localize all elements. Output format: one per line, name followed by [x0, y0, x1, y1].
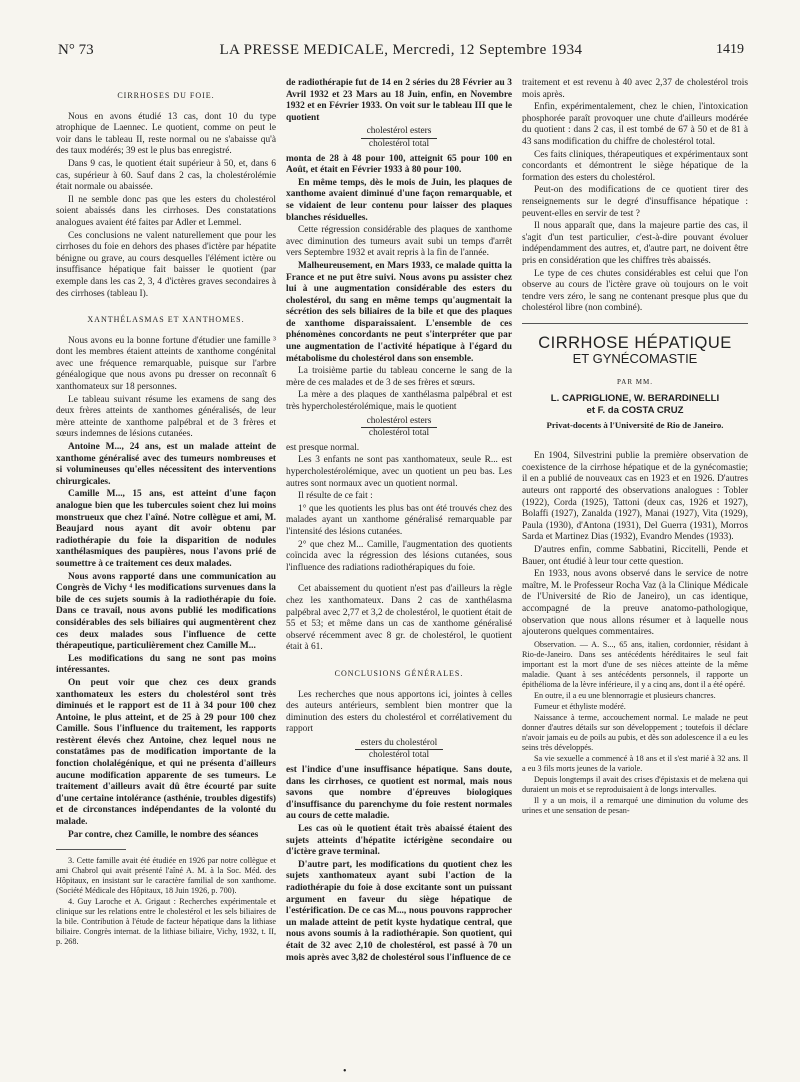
paragraph: est presque normal.	[286, 442, 360, 453]
paragraph: Cet abaissement du quotient n'est pas d'ailleurs la règle chez les xanthomateux. Dans 2 cas de xanthélasma palpébral avec 2,77 et 3,2 de cholestérol, le quotient était de 55 et 53; et même dans un cas de xanthome généralisé observé récemment avec 8 gr. de cholestérol, le quotient était à 61.	[286, 584, 512, 653]
observation-paragraph: Depuis longtemps il avait des crises d'épistaxis et de melæna qui duraient un mois et se reproduisaient à de longs intervalles.	[522, 774, 748, 794]
observation-paragraph: Fumeur et éthyliste modéré.	[534, 701, 626, 711]
fraction-denominator: cholestérol total	[368, 428, 430, 439]
byline-prefix: PAR MM.	[617, 378, 653, 387]
paragraph: Les modifications du sang ne sont pas moins intéressantes.	[56, 653, 276, 676]
ratio-fraction	[286, 738, 512, 762]
column-left	[56, 78, 276, 948]
paragraph: Le tableau suivant résume les examens de sang des deux frères atteints de xanthomes généralisés, de leur mère atteinte de xanthome palpébral et de 3 frères et sœurs indemnes de lésions cutanées.	[56, 394, 276, 440]
page-bottom-mark: •	[343, 1066, 347, 1077]
fraction-denominator: cholestérol total	[368, 138, 430, 149]
article-separator	[522, 323, 748, 324]
paragraph: 1° que les quotients les plus bas ont été trouvés chez des malades ayant un xanthome généralisé remarquable par l'intensité des lésions cutanées.	[286, 503, 512, 537]
journal-title: LA PRESSE MEDICALE, Mercredi, 12 Septembre 1934	[219, 42, 583, 58]
article-title: CIRRHOSE HÉPATIQUE	[538, 333, 732, 352]
paragraph: Dans 9 cas, le quotient était supérieur à 50, et, dans 6 cas, supérieur à 60. Sauf dans 2 cas, la cholestérolémie était normale ou abaissée.	[56, 158, 276, 193]
paragraph: Nous avons eu la bonne fortune d'étudier une famille ³ dont les membres étaient atteints de xanthome congénital avec une fréquence remarquable, puisque sur l'arbre généalogique que nous avons pu dresser on reconnaît 6 xanthomateux sur 18 personnes.	[56, 335, 276, 393]
section-heading-cirrhoses: CIRRHOSES DU FOIE.	[117, 91, 215, 100]
paragraph: traitement et est revenu à 40 avec 2,37 de cholestérol trois mois après.	[522, 78, 748, 100]
footnote-3: 3. Cette famille avait été étudiée en 1926 par notre collègue et ami Chabrol qui avait présenté l'aîné A. M. à la Soc. Méd. des Hôpitaux, en insistant sur le caractère familial de son xanthome. (Société Médicale des Hôpitaux, 18 Juin 1926, p. 700).	[56, 856, 276, 896]
paragraph: La troisième partie du tableau concerne le sang de la mère de ces malades et de 3 de ses frères et sœurs.	[286, 366, 512, 388]
fraction-denominator: cholestérol total	[368, 750, 430, 761]
paragraph: Antoine M..., 24 ans, est un malade atteint de xanthome généralisé avec des tumeurs nombreuses et si volumineuses qu'elles nécessitent des interventions chirurgicales.	[56, 442, 276, 487]
paragraph: Cette régression considérable des plaques de xanthome avec diminution des tumeurs avait subi un temps d'arrêt vers Septembre 1932 et avait repris à la fin de l'année.	[286, 225, 512, 259]
issue-number: N° 73	[58, 42, 94, 58]
paragraph: 2° que chez M... Camille, l'augmentation des quotients coïncida avec la régression des lésions cutanées, sous l'influence des radiations radiothérapiques du foie.	[286, 539, 512, 573]
paragraph: Il nous apparaît que, dans la majeure partie des cas, il s'agit d'un test particulier, c'est-à-dire pouvant évoluer indépendamment des autres, et, d'autre part, ne doivent être pris en considération que les chiffres très abaissés.	[522, 221, 748, 266]
observation-paragraph: Sa vie sexuelle a commencé à 18 ans et il s'est marié à 32 ans. Il a eu 3 fils morts jeunes de la variole.	[522, 753, 748, 773]
authors-line-2: et F. da COSTA CRUZ	[586, 404, 684, 416]
quotient-fraction	[286, 416, 512, 440]
quotient-fraction	[286, 126, 512, 150]
paragraph: Malheureusement, en Mars 1933, ce malade quitta la France et ne put être suivi. Nous avons pu assister chez lui à une augmentation considérable des esters du cholestérol, du sang en même temps qu'augmentait la sécrétion des sels biliaires de la bile et que des plaques de xanthome disparaissaient. L'ensemble de ces phénomènes concordants ne peut s'interpréter que par une augmentation de l'activité hépatique à l'égard du métabolisme du cholestérol dans son ensemble.	[286, 260, 512, 364]
author-affiliation: Privat-docents à l'Université de Rio de Janeiro.	[546, 419, 724, 430]
column-middle	[286, 78, 512, 965]
paragraph: Enfin, expérimentalement, chez le chien, l'intoxication phosphorée paraît provoquer une chute d'ailleurs modérée du quotient : dans 2 cas, il est tombé de 67 à 50 et de 81 à 43 sans modification du chiffre de cholestérol total.	[522, 102, 748, 147]
article-subtitle: ET GYNÉCOMASTIE	[572, 351, 698, 367]
paragraph: Il ne semble donc pas que les esters du cholestérol soient abaissés dans les cirrhoses. Des constatations analogues avaient été faites par Adler et Lemmel.	[56, 194, 276, 228]
fraction-numerator: cholestérol esters	[361, 126, 438, 139]
footnote-4: 4. Guy Laroche et A. Grigaut : Recherches expérimentale et clinique sur les relations entre le cholestérol et les sels biliaires de la bile. Contribution à l'étude de facteur hépatique dans la lithiase biliaire. Congrès internat. de la lithiase biliaire, Vichy, 1932, t. II, p. 268.	[56, 897, 276, 947]
paragraph: Il résulte de ce fait :	[298, 491, 373, 502]
fraction-numerator: cholestérol esters	[361, 416, 438, 429]
paragraph: Ces faits cliniques, thérapeutiques et expérimentaux sont concordants et démontrent le siège hépatique de la formation des esters du cholestérol.	[522, 149, 748, 183]
fraction-numerator: esters du cholestérol	[355, 738, 444, 751]
page-number: 1419	[716, 42, 744, 57]
section-heading-xanthelasmas: XANTHÉLASMAS ET XANTHOMES.	[87, 315, 245, 325]
paragraph: monta de 28 à 48 pour 100, atteignit 65 pour 100 en Août, et était en Février 1933 à 80 pour 100.	[286, 153, 512, 176]
paragraph: Les cas où le quotient était très abaissé étaient des sujets atteints d'hépatite ictérigène secondaire ou d'ictère grave terminal.	[286, 824, 512, 858]
paragraph: La mère a des plaques de xanthélasma palpébral et est très hypercholestérolémique, mais le quotient	[286, 390, 512, 413]
paragraph: En même temps, dès le mois de Juin, les plaques de xanthome avaient diminué d'une façon remarquable, et se vidaient de leur contenu pour laisser des plaques blanches résiduelles.	[286, 177, 512, 223]
paragraph: D'autre part, les modifications du quotient chez les sujets xanthomateux ayant subi l'action de la radiothérapie du foie à dose excitante sont un puissant argument en faveur du siège hépatique de l'estérification. De ce cas M..., nous pouvons rapprocher un malade atteint de petit kyste hydatique central, que nous avons soumis à la radiothérapie. Son quotient, qui était de 32 avec 2,10 de cholestérol, est passé à 70 un mois après avec 3,82 de cholestérol sous l'influence de ce	[286, 859, 512, 963]
observation-paragraph: Il y a un mois, il a remarqué une diminution du volume des urines et une sensation de pesan-	[522, 795, 748, 815]
paragraph: On peut voir que chez ces deux grands xanthomateux les esters du cholestérol sont très diminués et le rapport est de 11 à 34 pour 100 chez Antoine, le plus atteint, et de 25 à 29 pour 100 chez Camille. Sous l'influence du traitement, les rapports restèrent élevés chez Antoine, chez lequel nous ne constatâmes pas de modification importante de la fonction cholalégénique, et qui ne présenta d'ailleurs aucune modification apparente de ses tumeurs. Le traitement d'ailleurs avait dû être écourté par suite d'une certaine intolérance (asthénie, troubles digestifs) et de circonstances indépendantes de la volonté du malade.	[56, 677, 276, 828]
paragraph: Par contre, chez Camille, le nombre des séances	[68, 829, 259, 840]
paragraph: En 1933, nous avons observé dans le service de notre maître, M. le Professeur Rocha Vaz (à la Clinique Médicale de l'Université de Rio de Janeiro), un cas identique, accompagné de la preuve anatomo-pathologique, observation que nous allons résumer et à laquelle nous ajouterons quelques commentaires.	[522, 569, 748, 638]
column-right	[522, 78, 748, 817]
paragraph: Les 3 enfants ne sont pas xanthomateux, seule R... est hypercholestérolémique, avec un quotient un peu bas. Les autres sont normaux avec un quotient normal.	[286, 455, 512, 489]
paragraph: Peut-on des modifications de ce quotient tirer des renseignements sur le degré d'insuffisance hépatique : peuvent-elles en servir de test ?	[522, 185, 748, 219]
paragraph: Camille M..., 15 ans, est atteint d'une façon analogue bien que les tubercules soient chez lui moins monstrueux que chez l'aîné. Notre collègue et ami, M. Beaujard nous ayant dit avoir obtenu par radiothérapie du foie la disparition de nodules xanthélasmiques des paupières, nous l'avons prié de soumettre à ce traitement ces deux malades.	[56, 489, 276, 569]
section-heading-conclusions: CONCLUSIONS GÉNÉRALES.	[334, 668, 464, 678]
paragraph: D'autres enfin, comme Sabbatini, Riccitelli, Pende et Bauer, ont étudié à leur tour cette question.	[522, 545, 748, 567]
footnote-rule	[56, 849, 126, 850]
paragraph: Ces conclusions ne valent naturellement que pour les cirrhoses du foie en dehors des phases d'ictère par hépatite bénigne ou grave, au cours desquelles l'élément ictère ou insuffisance hépatique fait baisser le quotient (par exemple dans les cas 2, 3, 4 d'ictères graves secondaires à des cirrhoses (tableau I).	[56, 230, 276, 299]
authors-line-1: L. CAPRIGLIONE, W. BERARDINELLI	[550, 392, 720, 404]
observation-paragraph: Naissance à terme, accouchement normal. Le malade ne peut donner d'autres détails sur son développement ; toutefois il déclare n'avoir jamais eu de poils au pubis, et dès son adolescence il a eu les seins très développés.	[522, 712, 748, 752]
paragraph: est l'indice d'une insuffisance hépatique. Sans doute, dans les cirrhoses, ce quotient est normal, mais nous savons que nombre d'épreuves biologiques d'insuffisance du parenchyme du foie restent normales au cours de cette maladie.	[286, 765, 512, 822]
observation-paragraph: En outre, il a eu une blennorragie et plusieurs chancres.	[534, 690, 716, 700]
paragraph: Le type de ces chutes considérables est celui que l'on observe au cours de l'ictère grave où toujours on le voit tendre vers zéro, le sang ne contenant presque plus que du cholestérol libre (non combiné).	[522, 268, 748, 314]
paragraph: de radiothérapie fut de 14 en 2 séries du 28 Février au 3 Avril 1932 et 23 Mars au 18 Juin, enfin, en Novembre 1932 et en Février 1933. On voit sur le tableau III que le quotient	[286, 78, 512, 123]
observation-paragraph: Observation. — A. S..., 65 ans, italien, cordonnier, résidant à Rio-de-Janeiro. Dans ses antécédents héréditaires le seul fait important est la mort d'une de ses nièces atteinte de la même maladie. Quant à ses antécédents personnels, il rapporte un épithélioma de la lèvre inférieure, il y a cinq ans, dont il a été opéré.	[522, 639, 748, 689]
paragraph: Nous avons rapporté dans une communication au Congrès de Vichy ⁴ les modifications survenues dans la bile de ces sujets soumis à la radiothérapie du foie. Dans ce travail, nous avons publié les modifications considérables des sels biliaires qui augmentèrent chez ces deux malades sous l'influence de cette thérapeutique, particulièrement chez Camille M...	[56, 571, 276, 652]
paragraph: En 1904, Silvestrini publie la première observation de coexistence de la cirrhose hépatique et de la gynécomastie; il en a publié de nouveaux cas en 1923 et en 1926. D'autres auteurs ont rapporté des observations analogues : Tobler (1922), Corda (1925), Tattoni (deux cas, 1926 et 1927), Bolaffi (1927), Zanalda (1927), Manai (1927), Vita (1929), Paula (1930), d'Antona (1931), Del Guerra (1931), Morros Sarda et Martinez Dias (1932), Evandro Mendes (1933).	[522, 451, 748, 543]
paragraph: Les recherches que nous apportons ici, jointes à celles des auteurs antérieurs, semblent bien montrer que la diminution des esters du cholestérol et corrélativement du rapport	[286, 689, 512, 735]
paragraph: Nous en avons étudié 13 cas, dont 10 du type atrophique de Laennec. Le quotient, comme on peut le voir dans le tableau II, reste normal ou ne s'abaisse qu'à des taux modérés; 39 est le plus bas enregistré.	[56, 111, 276, 157]
page-header	[58, 42, 744, 64]
